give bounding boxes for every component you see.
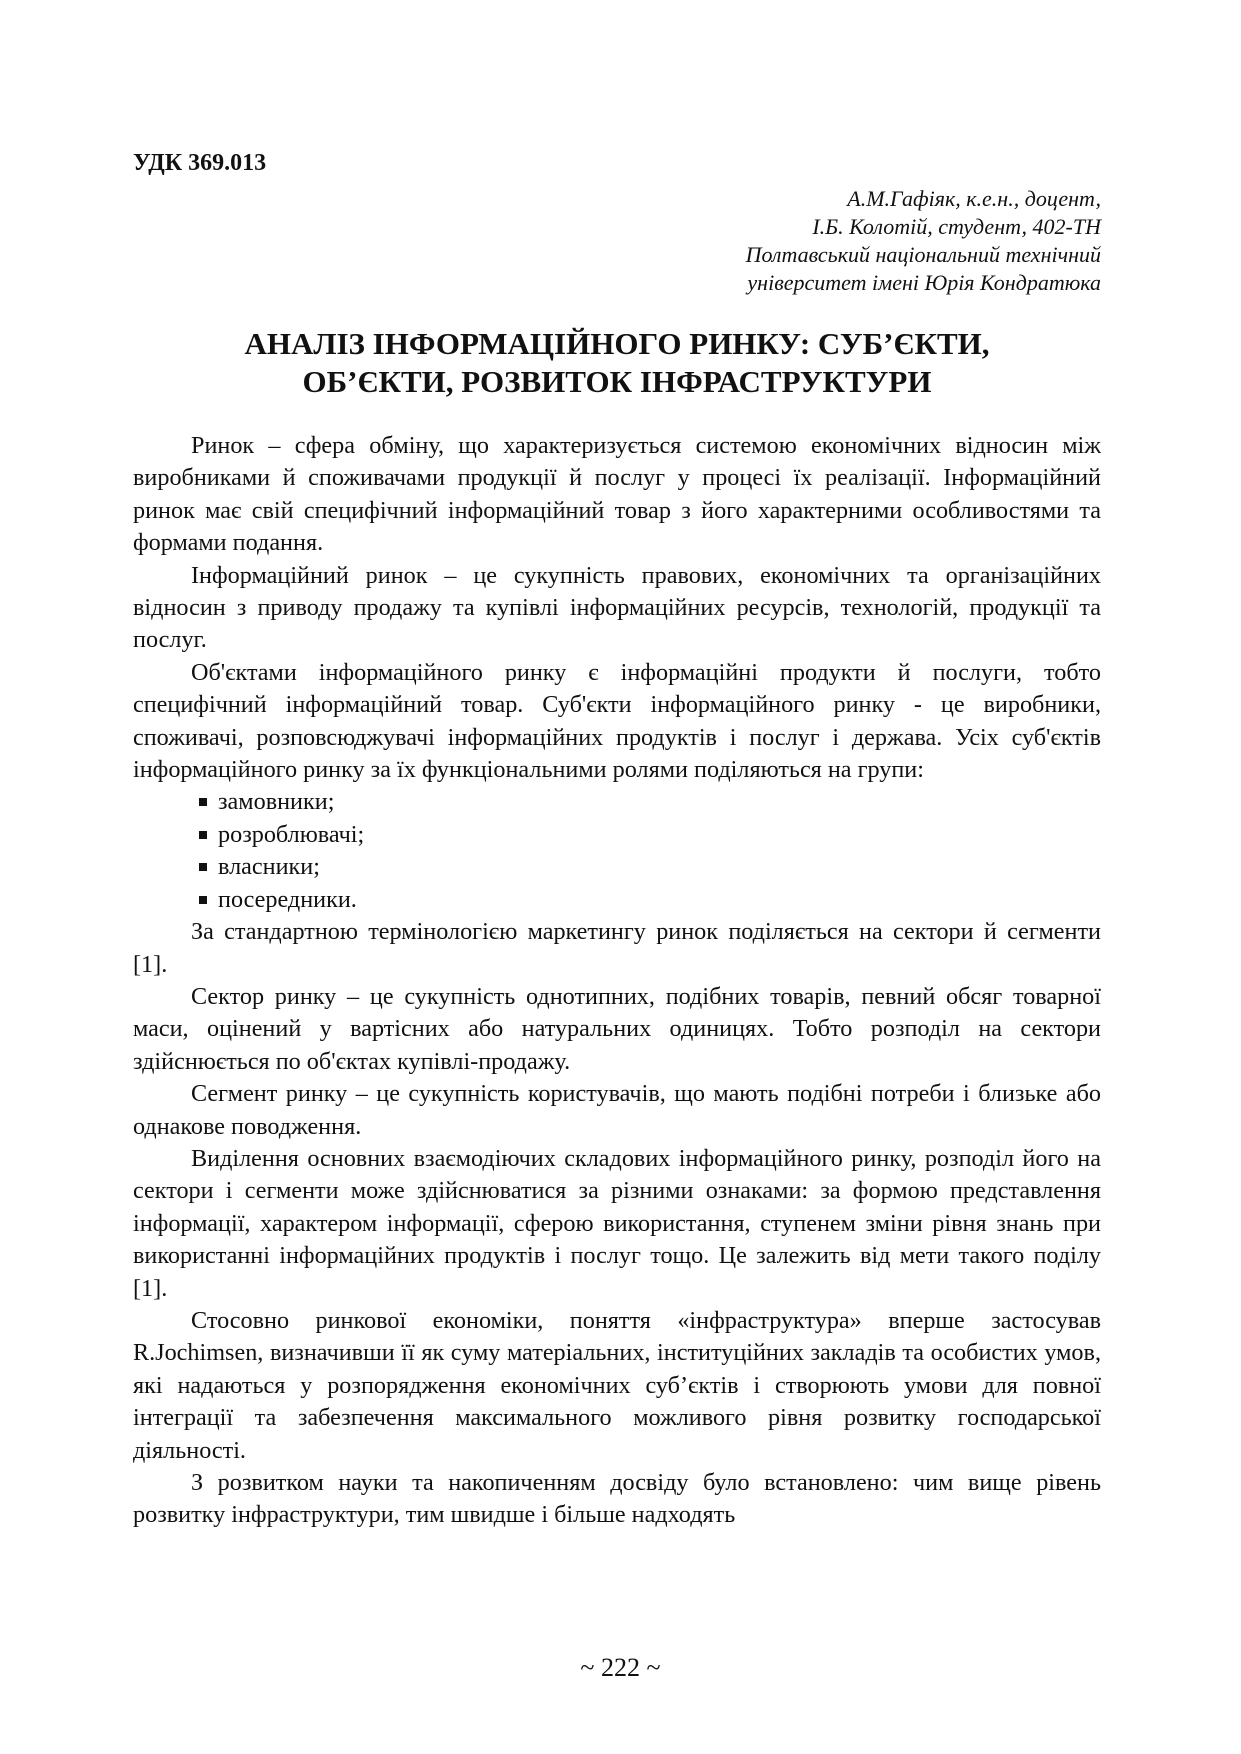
paragraph: Ринок – сфера обміну, що характеризується системою економічних відносин між виробниками й споживачами продукції й послуг у процесі їх реалізації. Інформаційний ринок має свій специфічний інформаційний товар з його характерними особливостями та формами подання.	[133, 432, 1101, 557]
author-block	[501, 185, 1101, 297]
list-item: власники;	[218, 851, 1101, 883]
paragraph: Виділення основних взаємодіючих складових інформаційного ринку, розподіл його на сектори і сегменти може здійснюватися за різними ознаками: за формою представлення інформації, характером інформації, сферою використання, ступенем зміни рівня знань при використанні інформаційних продуктів і послуг тощо. Це залежить від мети такого поділу [1].	[133, 1144, 1101, 1302]
title-line: ОБ’ЄКТИ, РОЗВИТОК ІНФРАСТРУКТУРИ	[302, 364, 932, 399]
affiliation-line: університет імені Юрія Кондратюка	[747, 270, 1101, 295]
subject-groups-list	[133, 786, 1101, 916]
paragraph: За стандартною термінологією маркетингу ринок поділяється на сектори й сегменти [1].	[133, 918, 1101, 978]
paragraph: З розвитком науки та накопиченням досвіду було встановлено: чим вище рівень розвитку інфраструктури, тим швидше і більше надходять	[133, 1469, 1101, 1529]
page-number: ~ 222 ~	[580, 1653, 661, 1682]
author-line: А.М.Гафіяк, к.е.н., доцент,	[847, 186, 1101, 211]
article-title	[133, 325, 1101, 401]
paragraph: Сегмент ринку – це сукупність користувачів, що мають подібні потреби і близьке або однакове поводження.	[133, 1080, 1101, 1140]
paragraph: Об'єктами інформаційного ринку є інформаційні продукти й послуги, тобто специфічний інформаційний товар. Суб'єкти інформаційного ринку - це виробники, споживачі, розповсюджувачі інформаційних продуктів і послуг і держава. Усіх суб'єктів інформаційного ринку за їх функціональними ролями поділяються на групи:	[133, 658, 1101, 784]
list-item: замовники;	[218, 786, 1101, 818]
udk-code: УДК 369.013	[133, 150, 267, 176]
article-body	[133, 430, 1101, 1532]
title-line: АНАЛІЗ ІНФОРМАЦІЙНОГО РИНКУ: СУБ’ЄКТИ,	[244, 326, 990, 361]
author-line: І.Б. Колотій, студент, 402-ТН	[812, 214, 1101, 239]
paragraph: Стосовно ринкової економіки, поняття «інфраструктура» вперше застосував R.Jochimsen, визначивши її як суму матеріальних, інституційних закладів та особистих умов, які надаються у розпорядження економічних суб’єктів і створюють умови для повної інтеграції та забезпечення максимального можливого рівня розвитку господарської діяльності.	[133, 1306, 1101, 1464]
list-item: посередники.	[218, 884, 1101, 916]
affiliation-line: Полтавський національний технічний	[745, 242, 1101, 267]
paragraph: Сектор ринку – це сукупність однотипних, подібних товарів, певний обсяг товарної маси, оцінений у вартісних або натуральних одиницях. Тобто розподіл на сектори здійснюється по об'єктах купівлі-продажу.	[133, 982, 1101, 1075]
paragraph: Інформаційний ринок – це сукупність правових, економічних та організаційних відносин з приводу продажу та купівлі інформаційних ресурсів, технологій, продукції та послуг.	[133, 561, 1101, 654]
list-item: розроблювачі;	[218, 819, 1101, 851]
